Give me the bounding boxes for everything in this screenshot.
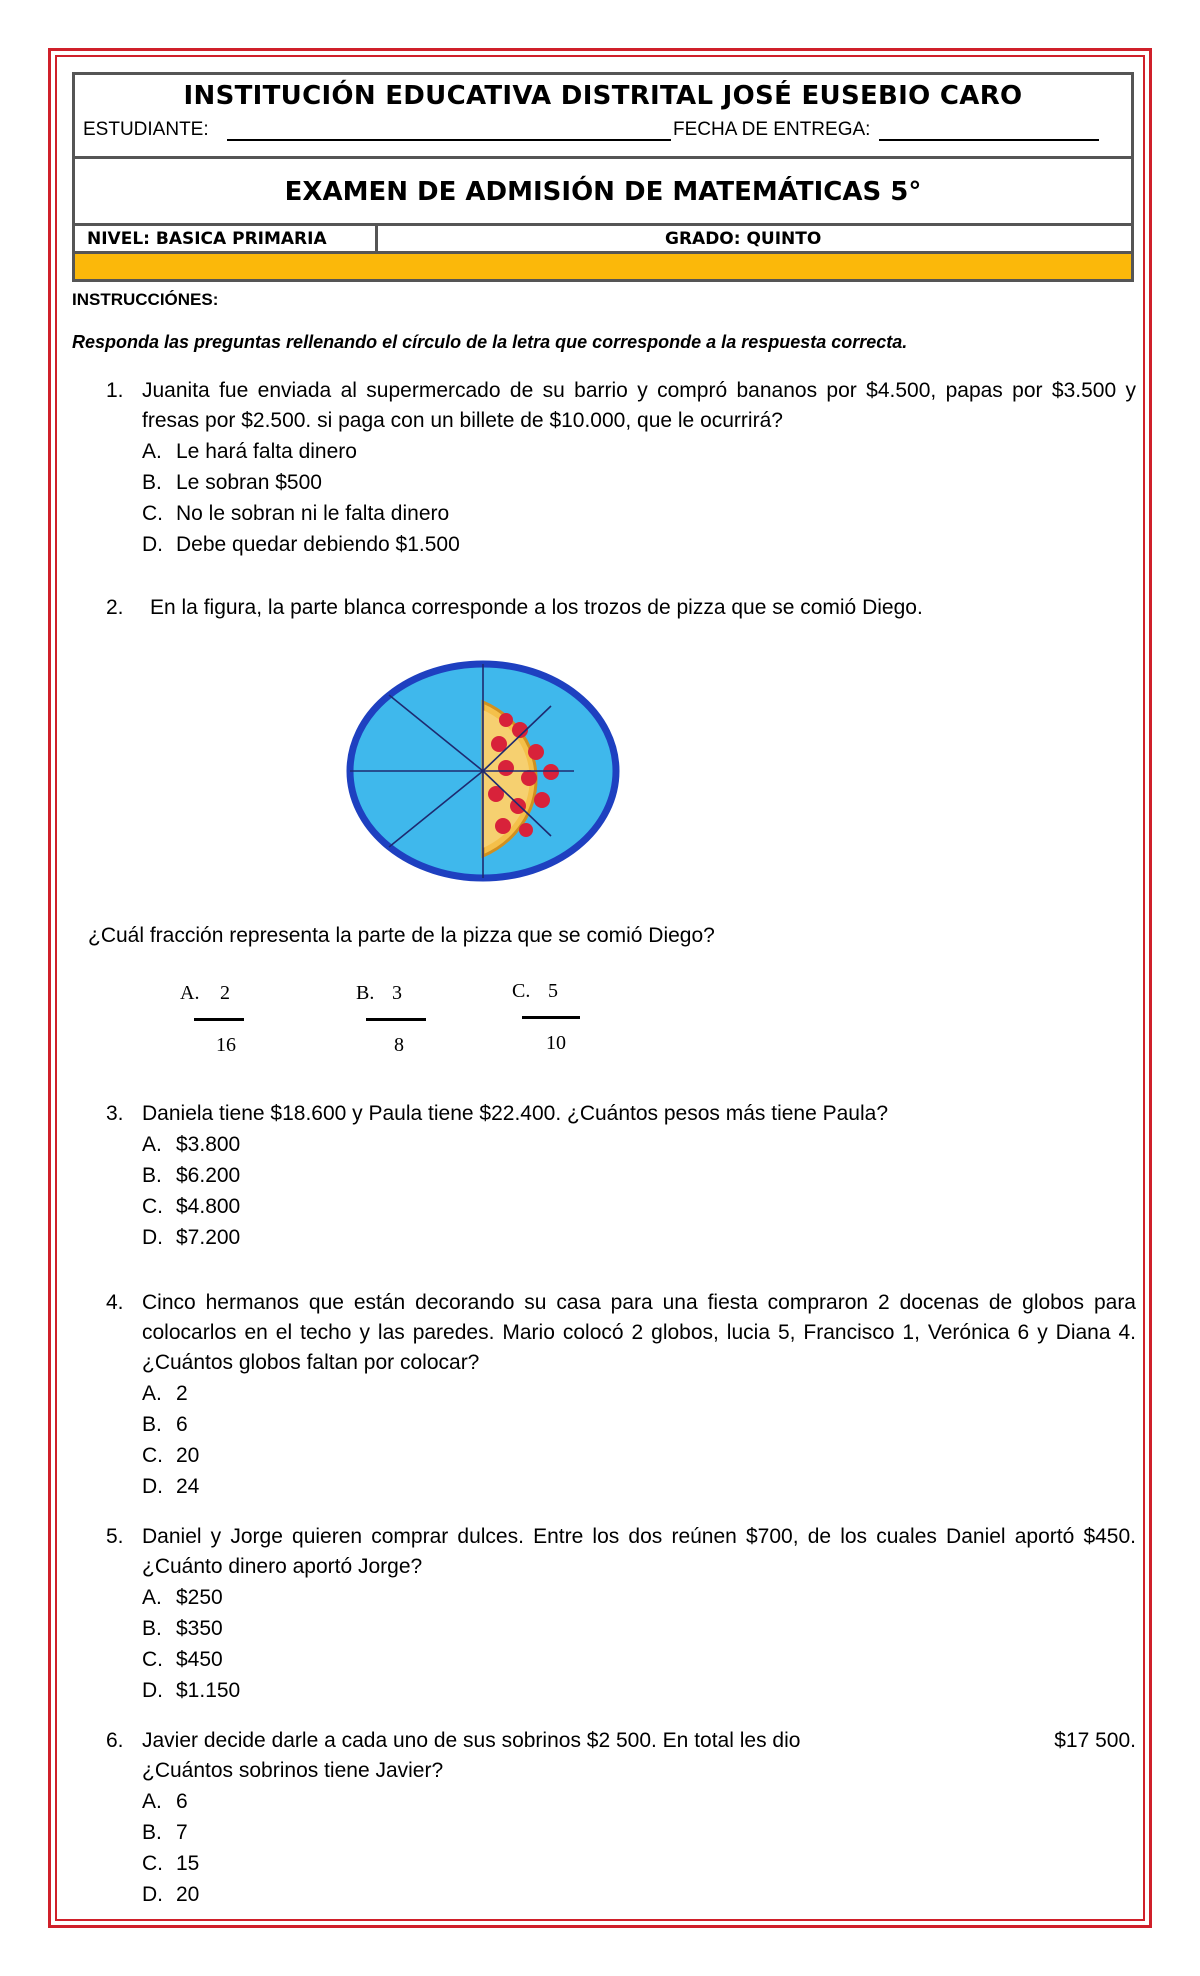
question-number: 1. (106, 379, 124, 402)
option-c[interactable]: C. 15 (142, 1852, 200, 1875)
option-a[interactable]: A. 2 (142, 1382, 188, 1405)
option-c[interactable]: C. $450 (142, 1648, 223, 1671)
header-color-band (75, 254, 1131, 279)
question-text: En la figura, la parte blanca corresponde a los trozos de pizza que se comió Diego. (150, 596, 923, 619)
option-d[interactable]: D. Debe quedar debiendo $1.500 (142, 533, 460, 556)
option-b[interactable]: B. Le sobran $500 (142, 471, 322, 494)
option-c[interactable]: C. $4.800 (142, 1195, 241, 1218)
question-3 (106, 1099, 1136, 1253)
question-2 (106, 593, 1136, 623)
option-d[interactable]: D. 24 (142, 1475, 200, 1498)
options-list (142, 436, 1136, 560)
question-text: Juanita fue enviada al supermercado de su barrio y compró bananos por $4.500, papas por $3.500 y fresas por $2.500. si paga con un billete de $10.000, que le ocurrirá? (142, 379, 1136, 432)
option-b[interactable]: B. $6.200 (142, 1164, 241, 1187)
option-b[interactable]: B. $350 (142, 1617, 223, 1640)
numerator: 2 (220, 982, 230, 1004)
instructions-text: Responda las preguntas rellenando el círculo de la letra que corresponde a la respuesta correcta. (72, 332, 908, 352)
option-d[interactable]: D. $7.200 (142, 1226, 241, 1249)
grade-label: GRADO: QUINTO (665, 229, 822, 249)
delivery-date-field[interactable] (879, 139, 1099, 141)
question-1 (106, 376, 1136, 560)
question-5 (106, 1522, 1136, 1706)
header-title-row (75, 159, 1131, 226)
denominator: 16 (216, 1034, 236, 1056)
question-4 (106, 1288, 1136, 1502)
pizza-fraction-question: ¿Cuál fracción representa la parte de la pizza que se comió Diego? (88, 924, 715, 947)
option-a[interactable]: A. $3.800 (142, 1133, 241, 1156)
options-list (142, 1378, 1136, 1502)
denominator: 10 (546, 1032, 566, 1054)
options-list (142, 1582, 1136, 1706)
question-number: 5. (106, 1525, 124, 1548)
fraction-bar (522, 1016, 580, 1019)
numerator: 5 (548, 980, 558, 1002)
student-label: ESTUDIANTE: (83, 119, 209, 140)
student-name-field[interactable] (227, 139, 671, 141)
question-text: Daniela tiene $18.600 y Paula tiene $22.400. ¿Cuántos pesos más tiene Paula? (142, 1102, 889, 1125)
date-label: FECHA DE ENTREGA: (673, 119, 871, 140)
question-number: 3. (106, 1102, 124, 1125)
option-d[interactable]: D. $1.150 (142, 1679, 241, 1702)
fraction-bar (194, 1018, 244, 1021)
option-a[interactable]: A. Le hará falta dinero (142, 440, 357, 463)
question-number: 2. (106, 596, 124, 619)
option-b[interactable]: B. 6 (142, 1413, 188, 1436)
question-number: 4. (106, 1291, 124, 1314)
option-c[interactable]: C. No le sobran ni le falta dinero (142, 502, 450, 525)
option-a[interactable]: A. 6 (142, 1790, 188, 1813)
level-divider (375, 226, 378, 251)
option-d[interactable]: D. 20 (142, 1883, 200, 1906)
fraction-bar (366, 1018, 426, 1021)
options-list (142, 1786, 1136, 1910)
question-text-2: ¿Cuántos sobrinos tiene Javier? (142, 1759, 444, 1782)
numerator: 3 (392, 982, 402, 1004)
denominator: 8 (394, 1034, 404, 1056)
options-list (142, 1129, 1136, 1253)
option-c[interactable]: C. 20 (142, 1444, 200, 1467)
pizza-figure (346, 660, 620, 882)
question-text: Cinco hermanos que están decorando su casa para una fiesta compraron 2 docenas de globos para colocarlos en el techo y las paredes. Mario colocó 2 globos, lucia 5, Francisco 1, Verónica 6 y Diana 4. ¿Cuántos globos faltan por colocar? (142, 1291, 1136, 1374)
question-6 (106, 1726, 1136, 1910)
question-number: 6. (106, 1729, 124, 1752)
option-a[interactable]: A. $250 (142, 1586, 223, 1609)
total-amount: $17 500. (1054, 1729, 1136, 1752)
header-school-row (75, 75, 1131, 159)
question-text: Daniel y Jorge quieren comprar dulces. Entre los dos reúnen $700, de los cuales Daniel aportó $450. ¿Cuánto dinero aportó Jorge? (142, 1525, 1136, 1578)
exam-header (72, 72, 1134, 282)
exam-title: EXAMEN DE ADMISIÓN DE MATEMÁTICAS 5° (284, 177, 922, 207)
school-name: INSTITUCIÓN EDUCATIVA DISTRITAL JOSÉ EUSEBIO CARO (183, 81, 1023, 111)
header-level-row (75, 226, 1131, 254)
question-text: Javier decide darle a cada uno de sus sobrinos $2 500. En total les dio $17 500. (142, 1726, 1136, 1756)
instructions-title: INSTRUCCIÓNES: (72, 290, 219, 309)
option-b[interactable]: B. 7 (142, 1821, 188, 1844)
level-label: NIVEL: BASICA PRIMARIA (87, 229, 327, 249)
